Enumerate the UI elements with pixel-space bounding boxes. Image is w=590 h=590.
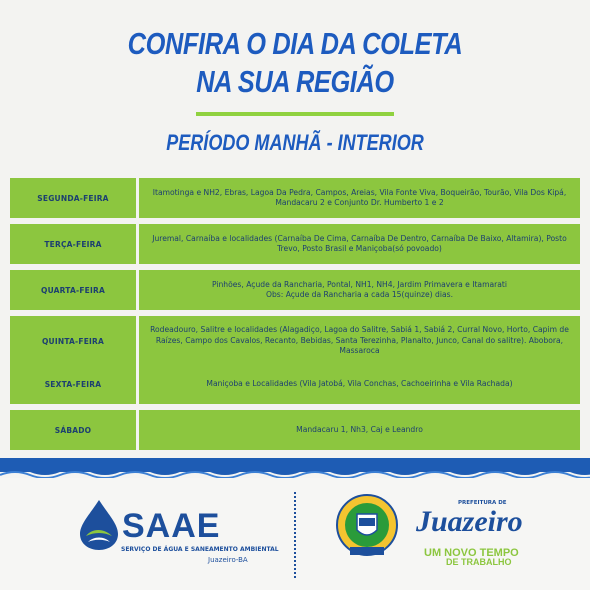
day-label: TERÇA-FEIRA [10,224,136,264]
day-label: SEGUNDA-FEIRA [10,178,136,218]
schedule-row-tuesday [10,224,580,264]
prefeitura-label: PREFEITURA DE [458,500,507,506]
page-title-line2: NA SUA REGIÃO [196,64,394,99]
page-title-line1: CONFIRA O DIA DA COLETA [127,26,463,61]
saae-full-name: SERVIÇO DE ÁGUA E SANEAMENTO AMBIENTAL [121,546,279,553]
areas-cell: Itamotinga e NH2, Ebras, Lagoa Da Pedra, Campos, Areias, Vila Fonte Viva, Boqueirão, Tourão, Vila Dos Kipá, Mandacaru 2 e Conjunto Dr. Humberto 1 e 2 [139,178,580,218]
day-label: QUINTA-FEIRA [10,316,136,366]
day-label: QUARTA-FEIRA [10,270,136,310]
schedule-row-saturday [10,410,580,450]
schedule-row-wednesday [10,270,580,310]
day-label: SÁBADO [10,410,136,450]
areas-text: Pinhões, Açude da Rancharia, Pontal, NH1, NH4, Jardim Primavera e Itamarati [211,279,508,289]
title-underline [196,112,394,116]
saae-logo-text: SAAE [122,507,221,545]
footer-divider [294,492,296,578]
schedule-row-thursday [10,316,580,356]
slogan-line2: DE TRABALHO [446,557,512,567]
city-logo-text: Juazeiro [416,505,523,538]
areas-cell: Rodeadouro, Salitre e localidades (Alagadiço, Lagoa do Salitre, Sabiá 1, Sabiá 2, Curral Novo, Horto, Capim de Raízes, Campo dos Cavalos, Recanto, Bebidas, Santa Terezinha, Planalto, Junco, Canal do salitre). Abobora, Massaroca [139,316,580,366]
water-drop-icon [78,498,120,552]
areas-cell: Juremal, Carnaíba e localidades (Carnaíba De Cima, Carnaíba De Dentro, Carnaíba De Baixo, Altamira), Posto Trevo, Posto Brasil e Maniçoba(só povoado) [139,224,580,264]
areas-cell [139,270,580,310]
areas-note: Obs: Açude da Rancharia a cada 15(quinze) dias. [265,290,454,299]
areas-cell: Mandacaru 1, Nh3, Caj e Leandro [139,410,580,450]
coat-of-arms-icon [332,492,402,562]
day-label: SEXTA-FEIRA [10,364,136,404]
slogan-line1: UM NOVO TEMPO [424,547,519,559]
schedule-row-monday [10,178,580,218]
schedule-row-friday [10,364,580,404]
areas-cell: Maniçoba e Localidades (Vila Jatobá, Vila Conchas, Cachoeirinha e Vila Rachada) [139,364,580,404]
saae-city: Juazeiro-BA [208,556,248,564]
page-subtitle: PERÍODO MANHÃ - INTERIOR [166,130,424,155]
